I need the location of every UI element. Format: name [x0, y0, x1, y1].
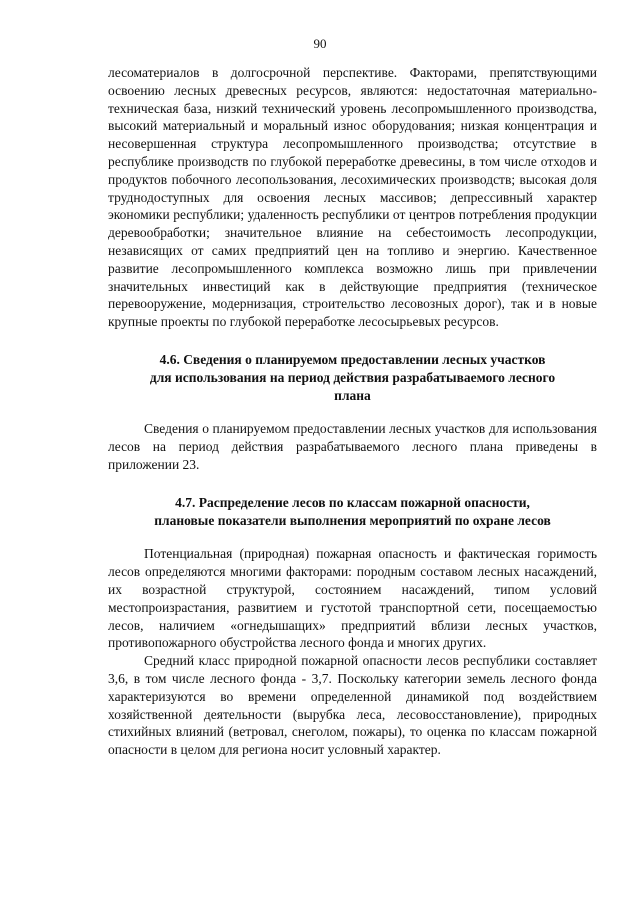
- spacer: [108, 331, 597, 351]
- section-4-7-paragraph-2: Средний класс природной пожарной опасности лесов республики составляет 3,6, в том числе лесного фонда - 3,7. Поскольку категории земель лесного фонда характеризуются во времени определенной динамикой под воздействием хозяйственной деятельности (вырубка леса, лесовосстановление), природных стихийных влияний (ветровал, снеголом, пожары), то оценка по классам пожарной опасности в целом для региона носит условный характер.: [108, 653, 597, 758]
- page-content: [108, 64, 597, 759]
- spacer: [108, 404, 597, 420]
- section-4-6-heading: [108, 351, 597, 404]
- section-4-7-title-line-2: плановые показатели выполнения мероприятий по охране лесов: [154, 512, 551, 528]
- section-4-6-title-line-2: для использования на период действия разрабатываемого лесного: [149, 369, 556, 385]
- intro-paragraph: лесоматериалов в долгосрочной перспективе. Факторами, препятствующими освоению лесных древесных ресурсов, являются: недостаточная материально-техническая база, низкий технический уровень лесопромышленного производства, высокий материальный и моральный износ оборудования; низкая концентрация и несовершенная структура лесопромышленного производства; отсутствие в республике производств по глубокой переработке древесины, в том числе отходов и продуктов побочного лесопользования, лесохимических производств; высокая доля труднодоступных для освоения лесных массивов; депрессивный характер экономики республики; удаленность республики от центров потребления продукции деревообработки; значительное влияние на себестоимость лесопродукции, независящих от самих предприятий цен на топливо и энергию. Качественное развитие лесопромышленного комплекса возможно лишь при привлечении значительных инвестиций как в действующие предприятия (техническое перевооружение, модернизация, строительство лесовозных дорог), так и в новые крупные проекты по глубокой переработке лесосырьевых ресурсов.: [108, 65, 597, 330]
- section-4-7-paragraph-1: Потенциальная (природная) пожарная опасность и фактическая горимость лесов определяются многими факторами: породным составом лесных насаждений, их возрастной структурой, состоянием насаждений, типом условий местопроизрастания, развитием и густотой транспортной сети, посещаемостью лесов, наличием «огнедышащих» предприятий вблизи лесных участков, противопожарного обустройства лесного фонда и многих других.: [108, 546, 597, 651]
- section-4-6-title-line-1: 4.6. Сведения о планируемом предоставлении лесных участков: [159, 351, 546, 367]
- spacer: [108, 529, 597, 545]
- page-number: 90: [313, 36, 327, 51]
- spacer: [108, 474, 597, 494]
- section-4-6-paragraph: Сведения о планируемом предоставлении лесных участков для использования лесов на период действия разрабатываемого лесного плана приведены в приложении 23.: [108, 421, 597, 472]
- section-4-6-title-line-3: плана: [334, 387, 371, 403]
- section-4-7-title-line-1: 4.7. Распределение лесов по классам пожарной опасности,: [175, 494, 530, 510]
- section-4-7-heading: [108, 494, 597, 530]
